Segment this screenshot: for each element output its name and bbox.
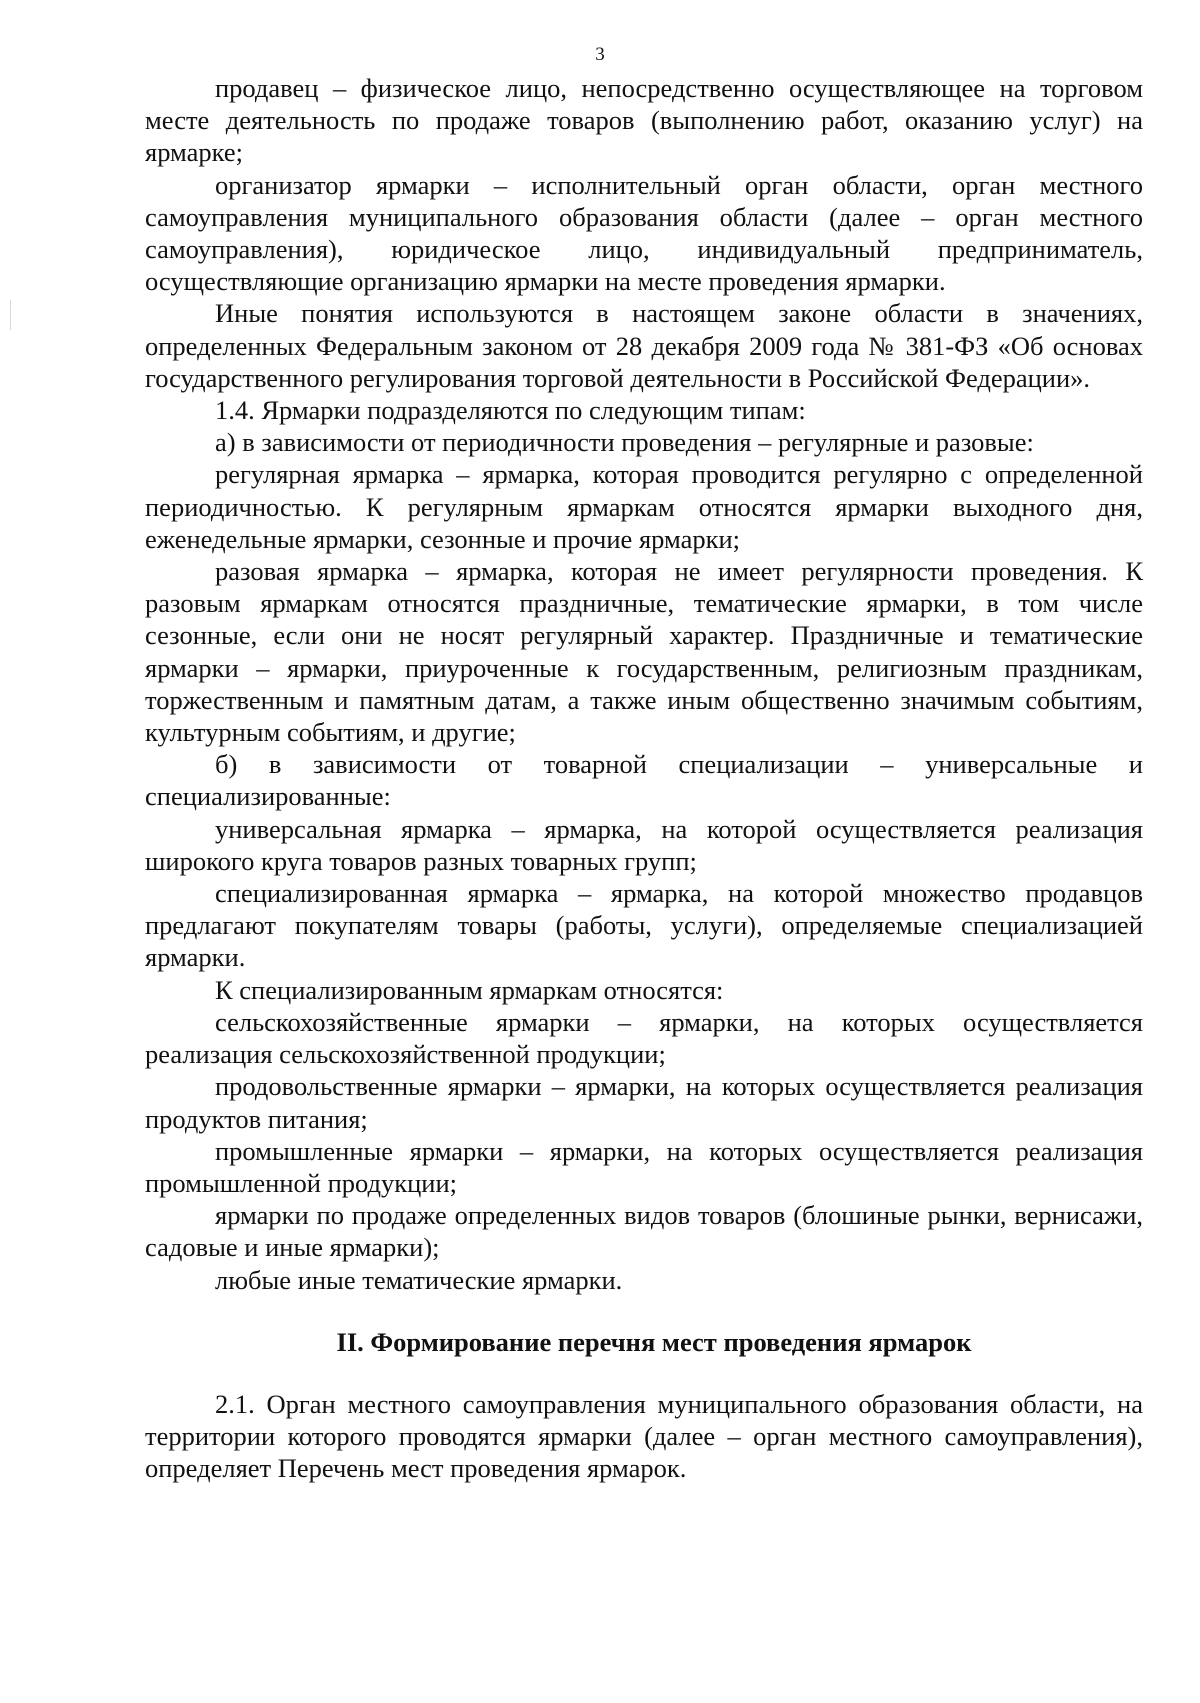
paragraph-section-2-1: 2.1. Орган местного самоуправления муниципального образования области, на территории которого проводятся ярмарки (далее – орган местного самоуправления), определяет Перечень мест проведения ярмарок.: [145, 1388, 1143, 1484]
paragraph-one-time-fair: разовая ярмарка – ярмарка, которая не имеет регулярности проведения. К разовым ярмаркам относятся праздничные, тематические ярмарки, в том числе сезонные, если они не носят регулярный характер. Праздничные и тематические ярмарки – ярмарки, приуроченные к государственным, религиозным праздникам, торжественным и памятным датам, а также иным общественно значимым событиям, культурным событиям, и другие;: [145, 556, 1143, 748]
paragraph-periodicity: а) в зависимости от периодичности проведения – регулярные и разовые:: [215, 427, 1034, 458]
spacer: [145, 1358, 1143, 1388]
paragraph-specialized-list: К специализированным ярмаркам относятся:: [215, 974, 724, 1005]
page-number: 3: [595, 44, 605, 65]
paragraph-agricultural-fairs: сельскохозяйственные ярмарки – ярмарки, на которых осуществляется реализация сельскохозяйственной продукции;: [145, 1006, 1143, 1070]
paragraph-regular-fair: регулярная ярмарка – ярмарка, которая проводится регулярно с определенной периодичностью. К регулярным ярмаркам относятся ярмарки выходного дня, еженедельные ярмарки, сезонные и прочие ярмарки;: [145, 459, 1143, 554]
paragraph-thematic-fairs: любые иные тематические ярмарки.: [215, 1264, 623, 1295]
paragraph-food-fairs: продовольственные ярмарки – ярмарки, на которых осуществляется реализация продуктов питания;: [145, 1071, 1143, 1134]
paragraph-organizer-definition: организатор ярмарки – исполнительный орган области, орган местного самоуправления муниципального образования области (далее – орган местного самоуправления), юридическое лицо, индивидуальный предприниматель, осуществляющие организацию ярмарки на месте проведения ярмарки.: [145, 169, 1143, 297]
paragraph-industrial-fairs: промышленные ярмарки – ярмарки, на которых осуществляется реализация промышленной продукции;: [145, 1135, 1143, 1198]
paragraph-specialization: б) в зависимости от товарной специализации – универсальные и специализированные:: [145, 749, 1143, 812]
scan-artifact: [10, 300, 11, 330]
spacer: [145, 1296, 1143, 1326]
paragraph-seller-definition: продавец – физическое лицо, непосредственно осуществляющее на торговом месте деятельность по продаже товаров (выполнению работ, оказанию услуг) на ярмарке;: [145, 73, 1143, 168]
paragraph-goods-fairs: ярмарки по продаже определенных видов товаров (блошиные рынки, вернисажи, садовые и иные ярмарки);: [145, 1200, 1143, 1263]
paragraph-specialized-fair: специализированная ярмарка – ярмарка, на которой множество продавцов предлагают покупателям товары (работы, услуги), определяемые специализацией ярмарки.: [145, 878, 1143, 973]
document-body: [145, 72, 1143, 1485]
paragraph-other-terms: Иные понятия используются в настоящем законе области в значениях, определенных Федеральным законом от 28 декабря 2009 года № 381-ФЗ «Об основах государственного регулирования торговой деятельности в Российской Федерации».: [145, 298, 1143, 393]
section-heading: II. Формирование перечня мест проведения ярмарок: [336, 1326, 972, 1357]
paragraph-fair-types: 1.4. Ярмарки подразделяются по следующим типам:: [215, 395, 806, 426]
paragraph-universal-fair: универсальная ярмарка – ярмарка, на которой осуществляется реализация широкого круга товаров разных товарных групп;: [145, 813, 1143, 876]
